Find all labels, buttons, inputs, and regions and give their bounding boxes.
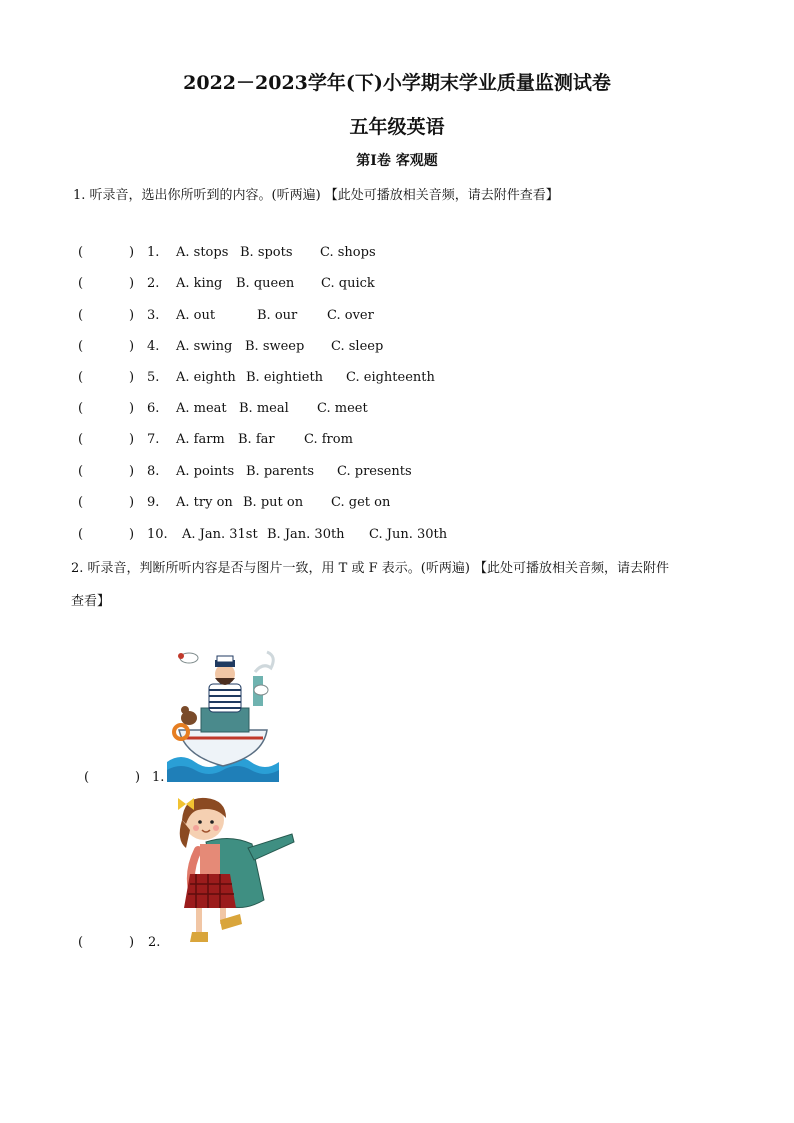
option-c: C. meet [317, 401, 368, 416]
option-b: B. sweep [245, 339, 305, 354]
exam-subtitle: 五年级英语 [349, 116, 445, 138]
answer-paren-right: ) [129, 464, 135, 479]
option-a: A. stops [176, 245, 229, 260]
answer-paren-right: ) [129, 245, 135, 260]
q1-item [78, 276, 578, 296]
option-a: A. farm [176, 432, 225, 447]
answer-paren-right: ) [129, 527, 135, 542]
option-c: C. Jun. 30th [369, 527, 448, 542]
item-number: 3. [147, 308, 160, 323]
answer-paren-left: ( [78, 527, 84, 542]
option-a: A. Jan. 31st [182, 527, 258, 542]
answer-paren-left: ( [78, 308, 84, 323]
q2-item-2 [78, 935, 578, 955]
item-number: 5. [147, 370, 160, 385]
girl-illustration [160, 790, 300, 950]
answer-paren-left: ( [78, 370, 84, 385]
option-b: B. our [257, 308, 298, 323]
q1-item [78, 370, 578, 390]
q1-instruction: 1. 听录音，选出你所听到的内容。(听两遍) 【此处可播放相关音频，请去附件查看】 [73, 188, 559, 203]
item-number: 7. [147, 432, 160, 447]
option-a: A. points [176, 464, 235, 479]
answer-paren-left: ( [78, 432, 84, 447]
option-b: B. put on [243, 495, 304, 510]
option-b: B. queen [236, 276, 295, 291]
answer-paren-right: ) [129, 495, 135, 510]
option-a: A. eighth [176, 370, 236, 385]
answer-paren-left: ( [78, 495, 84, 510]
q2-instruction-line1: 2. 听录音，判断所听内容是否与图片一致，用 T 或 F 表示。(听两遍) 【此处可播放相关音频，请去附件 [71, 561, 670, 576]
option-a: A. king [176, 276, 223, 291]
answer-paren-left: ( [84, 770, 90, 785]
item-number: 4. [147, 339, 160, 354]
q2-item-number: 2. [148, 935, 161, 950]
answer-paren-left: ( [78, 276, 84, 291]
answer-paren-right: ) [135, 770, 141, 785]
option-b: B. meal [239, 401, 289, 416]
item-number: 1. [147, 245, 160, 260]
q1-item [78, 432, 578, 452]
answer-paren-right: ) [129, 370, 135, 385]
option-b: B. Jan. 30th [267, 527, 345, 542]
option-b: B. far [238, 432, 275, 447]
answer-paren-right: ) [129, 339, 135, 354]
answer-paren-right: ) [129, 432, 135, 447]
option-c: C. from [304, 432, 353, 447]
q2-instruction-line2: 查看】 [71, 594, 111, 609]
answer-paren-right: ) [129, 401, 135, 416]
option-b: B. eightieth [246, 370, 324, 385]
item-number: 2. [147, 276, 160, 291]
q1-item [78, 527, 578, 547]
option-c: C. sleep [331, 339, 384, 354]
option-b: B. spots [240, 245, 293, 260]
q1-item [78, 245, 578, 265]
q1-item [78, 308, 578, 328]
option-a: A. out [176, 308, 216, 323]
option-c: C. presents [337, 464, 412, 479]
option-c: C. eighteenth [346, 370, 435, 385]
option-b: B. parents [246, 464, 315, 479]
item-number: 9. [147, 495, 160, 510]
answer-paren-right: ) [129, 276, 135, 291]
answer-paren-right: ) [129, 935, 135, 950]
option-a: A. try on [176, 495, 233, 510]
option-c: C. shops [320, 245, 376, 260]
option-c: C. quick [321, 276, 375, 291]
exam-title: 2022－2023学年(下)小学期末学业质量监测试卷 [183, 72, 611, 94]
q1-item [78, 495, 578, 515]
item-number: 8. [147, 464, 160, 479]
q1-item [78, 339, 578, 359]
answer-paren-left: ( [78, 935, 84, 950]
answer-paren-left: ( [78, 245, 84, 260]
item-number: 6. [147, 401, 160, 416]
sailor-boat-illustration [167, 644, 279, 782]
option-c: C. get on [331, 495, 391, 510]
answer-paren-left: ( [78, 464, 84, 479]
option-a: A. meat [176, 401, 227, 416]
q2-item-number: 1. [152, 770, 165, 785]
answer-paren-left: ( [78, 339, 84, 354]
answer-paren-right: ) [129, 308, 135, 323]
answer-paren-left: ( [78, 401, 84, 416]
q1-item [78, 401, 578, 421]
option-a: A. swing [176, 339, 233, 354]
q1-item [78, 464, 578, 484]
option-c: C. over [327, 308, 374, 323]
section-heading: 第Ⅰ卷 客观题 [356, 153, 438, 169]
item-number: 10. [147, 527, 168, 542]
q2-item-1 [84, 770, 584, 790]
